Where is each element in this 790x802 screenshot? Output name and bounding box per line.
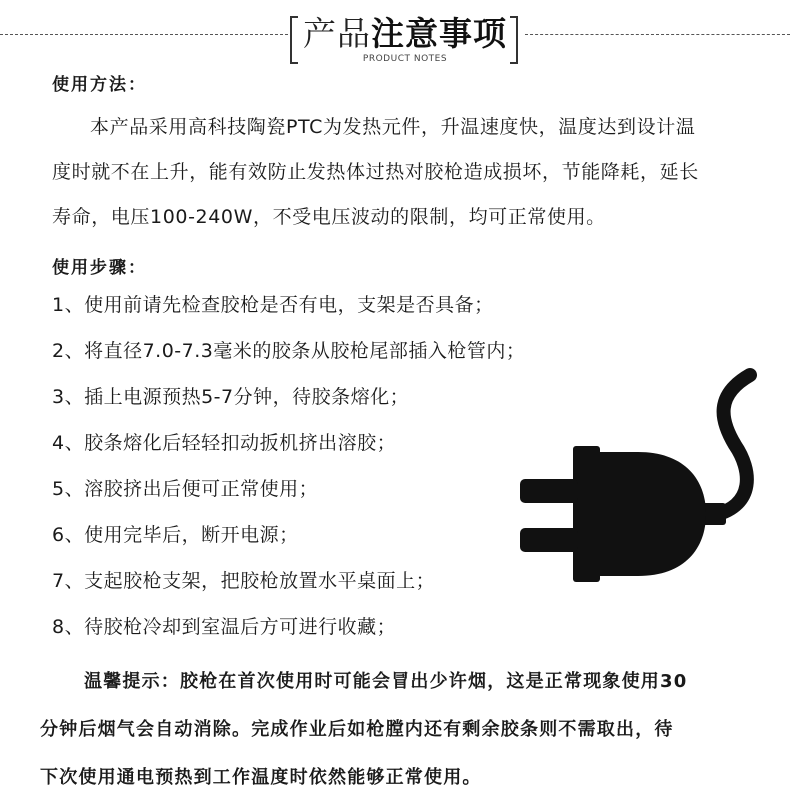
step-item: 2、将直径7.0-7.3毫米的胶条从胶枪尾部插入枪管内； (52, 340, 526, 362)
plug-prong-top (520, 479, 578, 503)
title-bracket-right (510, 16, 518, 64)
step-item: 5、溶胶挤出后便可正常使用； (52, 478, 319, 500)
plug-prong-bottom (520, 528, 578, 552)
plug-collar (573, 446, 600, 582)
tip-line-1: 温馨提示：胶枪在首次使用时可能会冒出少许烟，这是正常现象使用30 (84, 671, 688, 692)
plug-body (596, 452, 706, 576)
power-plug-icon (510, 355, 780, 615)
step-item: 7、支起胶枪支架，把胶枪放置水平桌面上； (52, 570, 436, 592)
steps-heading: 使用步骤： (52, 258, 147, 278)
step-item: 6、使用完毕后，断开电源； (52, 524, 299, 546)
step-item: 4、胶条熔化后轻轻扣动扳机挤出溶胶； (52, 432, 397, 454)
step-item: 1、使用前请先检查胶枪是否有电，支架是否具备； (52, 294, 494, 316)
steps-list (52, 287, 525, 655)
tip-line-2: 分钟后烟气会自动消除。完成作业后如枪膛内还有剩余胶条则不需取出，待 (40, 719, 674, 740)
usage-line-3: 寿命，电压100-240W，不受电压波动的限制，均可正常使用。 (52, 206, 606, 228)
tip-paragraph (40, 658, 760, 802)
page-title (300, 14, 510, 54)
usage-paragraph (52, 105, 752, 240)
step-item: 8、待胶枪冷却到室温后方可进行收藏； (52, 616, 397, 638)
title-bold: 注意事项 (371, 14, 507, 53)
header-divider-right (525, 34, 790, 35)
plug-cord (715, 375, 750, 515)
usage-line-1: 本产品采用高科技陶瓷PTC为发热元件，升温速度快，温度达到设计温 (90, 116, 696, 138)
usage-heading: 使用方法： (52, 75, 147, 95)
page-header (0, 0, 790, 75)
step-item: 3、插上电源预热5-7分钟，待胶条熔化； (52, 386, 410, 408)
header-divider-left (0, 34, 288, 35)
title-bracket-left (290, 16, 298, 64)
tip-line-3: 下次使用通电预热到工作温度时依然能够正常使用。 (40, 767, 482, 788)
usage-line-2: 度时就不在上升，能有效防止发热体过热对胶枪造成损坏，节能降耗，延长 (52, 161, 699, 183)
page-subtitle: PRODUCT NOTES (362, 54, 448, 64)
title-light: 产品 (303, 14, 371, 53)
